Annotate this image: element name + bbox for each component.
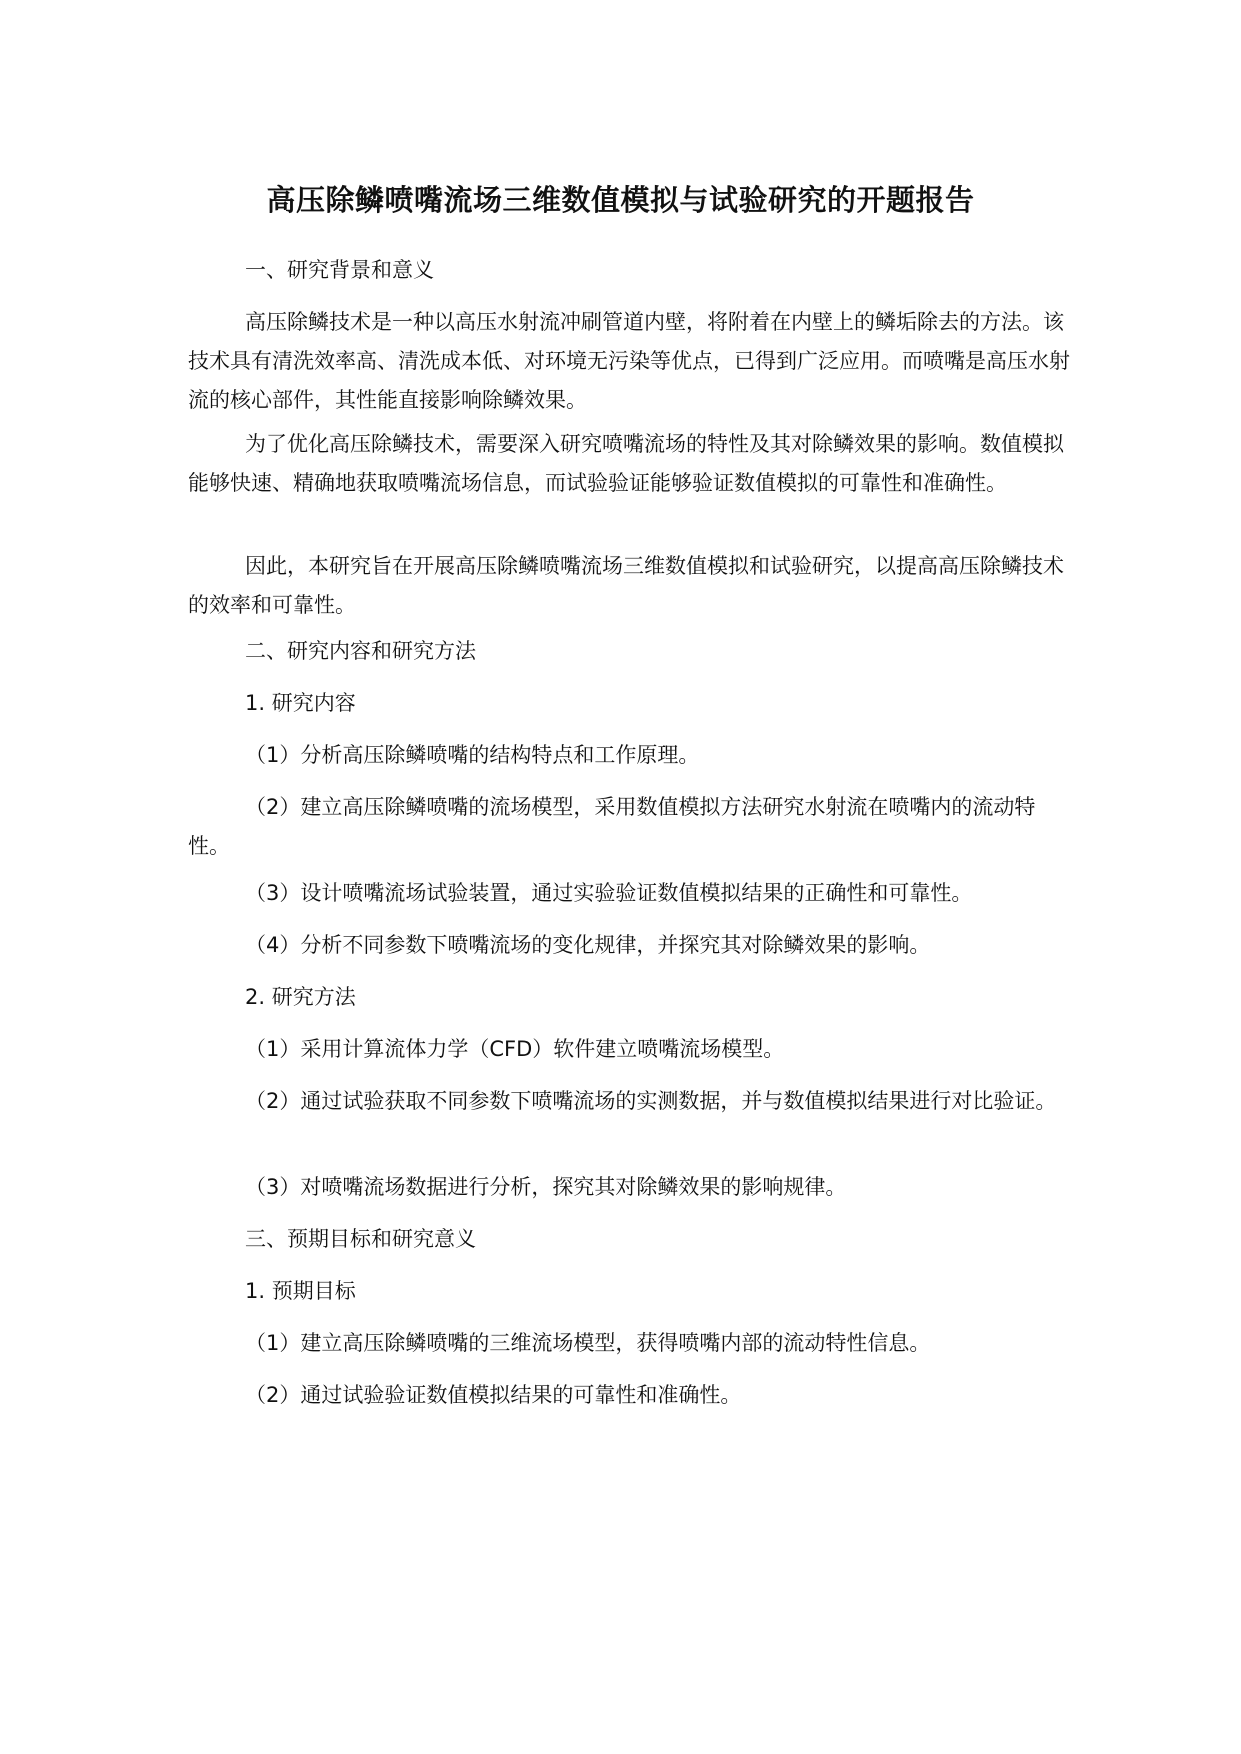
list-item-method-2: （2）通过试验获取不同参数下喷嘴流场的实测数据，并与数值模拟结果进行对比验证。: [245, 1089, 1057, 1113]
list-item-content-3: （3）设计喷嘴流场试验装置，通过实验验证数值模拟结果的正确性和可靠性。: [245, 881, 973, 905]
section-heading-content-methods: 二、研究内容和研究方法: [245, 639, 476, 663]
subheading-research-methods: 2. 研究方法: [245, 985, 356, 1009]
list-item-goal-1: （1）建立高压除鳞喷嘴的三维流场模型，获得喷嘴内部的流动特性信息。: [245, 1331, 931, 1355]
paragraph-background-2: 为了优化高压除鳞技术，需要深入研究喷嘴流场的特性及其对除鳞效果的影响。数值模拟能够快速、精确地获取喷嘴流场信息，而试验验证能够验证数值模拟的可靠性和准确性。: [188, 432, 1064, 495]
subheading-expected-goals: 1. 预期目标: [245, 1279, 356, 1303]
list-item-content-4: （4）分析不同参数下喷嘴流场的变化规律，并探究其对除鳞效果的影响。: [245, 933, 931, 957]
list-item-content-1: （1）分析高压除鳞喷嘴的结构特点和工作原理。: [245, 743, 700, 767]
section-heading-goals: 三、预期目标和研究意义: [245, 1227, 476, 1251]
paragraph-background-3: 因此，本研究旨在开展高压除鳞喷嘴流场三维数值模拟和试验研究，以提高高压除鳞技术的效率和可靠性。: [188, 554, 1064, 617]
list-item-goal-2: （2）通过试验验证数值模拟结果的可靠性和准确性。: [245, 1383, 742, 1407]
paragraph-background-1: 高压除鳞技术是一种以高压水射流冲刷管道内壁，将附着在内壁上的鳞垢除去的方法。该技术具有清洗效率高、清洗成本低、对环境无污染等优点，已得到广泛应用。而喷嘴是高压水射流的核心部件，其性能直接影响除鳞效果。: [188, 310, 1070, 412]
subheading-research-content: 1. 研究内容: [245, 691, 356, 715]
document-title: 高压除鳞喷嘴流场三维数值模拟与试验研究的开题报告: [266, 183, 975, 217]
list-item-method-3: （3）对喷嘴流场数据进行分析，探究其对除鳞效果的影响规律。: [245, 1175, 847, 1199]
list-item-content-2: （2）建立高压除鳞喷嘴的流场模型，采用数值模拟方法研究水射流在喷嘴内的流动特性。: [188, 795, 1036, 858]
list-item-method-1: （1）采用计算流体力学（CFD）软件建立喷嘴流场模型。: [245, 1037, 785, 1061]
section-heading-background: 一、研究背景和意义: [245, 258, 434, 282]
